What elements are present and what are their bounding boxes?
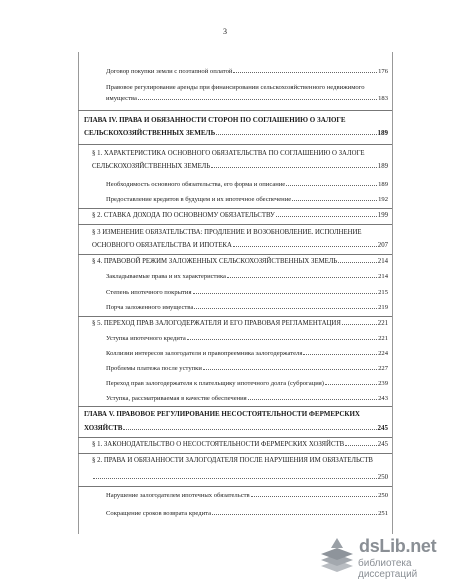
book-stack-icon	[317, 536, 357, 574]
watermark-tagline: библиотека диссертаций	[358, 558, 418, 580]
toc-entry[interactable]	[106, 510, 388, 517]
toc-entry-page: 207	[377, 242, 388, 249]
toc-entry[interactable]	[92, 441, 388, 448]
toc-entry-page: 224	[378, 350, 388, 357]
toc-entry-page: 176	[378, 68, 388, 75]
chapter-title: ГЛАВА IV. ПРАВА И ОБЯЗАННОСТИ СТОРОН ПО СОГЛАШЕНИЮ О ЗАЛОГЕ	[84, 116, 346, 124]
toc-entry-page: 221	[378, 335, 388, 342]
toc-entry[interactable]	[106, 289, 388, 296]
toc-entry-title: Порча заложенного имущества	[106, 304, 194, 311]
divider	[78, 144, 392, 145]
toc-entry[interactable]	[106, 350, 388, 357]
toc-entry[interactable]	[106, 335, 388, 342]
leader-dots	[342, 324, 377, 325]
leader-dots	[276, 216, 377, 217]
right-margin-line	[392, 52, 393, 534]
section-title: § 5. ПЕРЕХОД ПРАВ ЗАЛОГОДЕРЖАТЕЛЯ И ЕГО ПРАВОВАЯ РЕГЛАМЕНТАЦИЯ	[92, 320, 341, 327]
toc-entry-title: Проблемы платежа после уступки	[106, 365, 202, 372]
leader-dots	[286, 185, 377, 186]
divider	[78, 453, 392, 454]
toc-entry[interactable]	[92, 258, 388, 265]
toc-entry[interactable]	[106, 365, 388, 372]
toc-entry-page: 214	[377, 258, 388, 265]
toc-entry-title: Нарушение залогодателем ипотечных обязательств	[106, 492, 250, 499]
toc-entry-title: Закладываемые права и их характеристика	[106, 273, 226, 280]
toc-entry-page: 250	[377, 474, 388, 481]
toc-entry[interactable]	[92, 212, 388, 219]
toc-entry-title-cont: имущества	[106, 95, 137, 102]
toc-entry[interactable]	[84, 129, 388, 137]
leader-dots	[187, 339, 377, 340]
divider	[78, 437, 392, 438]
toc-entry-title: Переход прав залогодержателя к плательщику ипотечного долга (суброгация)	[106, 380, 324, 387]
toc-entry[interactable]	[92, 474, 388, 481]
chapter-title: ГЛАВА V. ПРАВОВОЕ РЕГУЛИРОВАНИЕ НЕСОСТОЯТЕЛЬНОСТИ ФЕРМЕРСКИХ	[84, 410, 360, 418]
section-title: § 3 ИЗМЕНЕНИЕ ОБЯЗАТЕЛЬСТВА: ПРОДЛЕНИЕ И ВОЗОБНОВЛЕНИЕ. ИСПОЛНЕНИЕ	[92, 229, 362, 236]
section-title: § 4. ПРАВОВОЙ РЕЖИМ ЗАЛОЖЕННЫХ СЕЛЬСКОХОЗЯЙСТВЕННЫХ ЗЕМЕЛЬ	[92, 258, 338, 265]
toc-entry-page: 199	[377, 212, 388, 219]
divider	[78, 208, 392, 209]
chapter-title-cont: СЕЛЬСКОХОЗЯЙСТВЕННЫХ ЗЕМЕЛЬ	[84, 129, 216, 137]
page-number: 3	[223, 27, 227, 36]
toc-entry[interactable]	[106, 68, 388, 75]
toc-entry-title: Степень ипотечного покрытия	[106, 289, 192, 296]
leader-dots	[93, 478, 377, 479]
watermark-logo[interactable]	[317, 536, 439, 580]
toc-entry-title: Сокращение сроков возврата кредита	[106, 510, 211, 517]
section-title: § 1. ХАРАКТЕРИСТИКА ОСНОВНОГО ОБЯЗАТЕЛЬСТВА ПО СОГЛАШЕНИЮ О ЗАЛОГЕ	[92, 150, 365, 157]
toc-entry-page: 245	[377, 441, 388, 448]
divider	[78, 254, 392, 255]
leader-dots	[233, 72, 377, 73]
section-title: § 2. СТАВКА ДОХОДА ПО ОСНОВНОМУ ОБЯЗАТЕЛЬСТВУ	[92, 212, 275, 219]
toc-entry-title: Коллизии интересов залогодателя и правопреемника залогодержателя	[106, 350, 303, 357]
toc-entry-title: Правовое регулирование аренды при финансировании сельскохозяйственного недвижимого	[106, 84, 365, 91]
toc-entry[interactable]	[92, 320, 388, 327]
leader-dots	[233, 246, 377, 247]
toc-entry[interactable]	[92, 163, 388, 170]
divider	[78, 486, 392, 487]
chapter-title-cont: ХОЗЯЙСТВ	[84, 424, 123, 432]
toc-entry-page: 183	[378, 95, 388, 102]
toc-entry[interactable]	[106, 95, 388, 102]
toc-entry-page: 219	[378, 304, 388, 311]
section-title: § 2. ПРАВА И ОБЯЗАННОСТИ ЗАЛОГОДАТЕЛЯ ПОСЛЕ НАРУШЕНИЯ ИМ ОБЯЗАТЕЛЬСТВ	[92, 457, 373, 464]
divider	[78, 406, 392, 407]
section-title-cont: ОСНОВНОГО ОБЯЗАТЕЛЬСТВА И ИПОТЕКА	[92, 242, 232, 249]
section-title-cont: СЕЛЬСКОХОЗЯЙСТВЕННЫХ ЗЕМЕЛЬ	[92, 163, 211, 170]
leader-dots	[345, 445, 377, 446]
toc-entry-page: 239	[378, 380, 388, 387]
leader-dots	[194, 308, 377, 309]
leader-dots	[216, 134, 376, 135]
divider	[78, 316, 392, 317]
watermark-brand: dsLib.net	[359, 536, 437, 556]
toc-entry[interactable]	[106, 304, 388, 311]
toc-entry[interactable]	[106, 395, 388, 402]
toc-entry[interactable]	[106, 492, 388, 499]
section-title: § 1. ЗАКОНОДАТЕЛЬСТВО О НЕСОСТОЯТЕЛЬНОСТИ ФЕРМЕРСКИХ ХОЗЯЙСТВ	[92, 441, 345, 448]
leader-dots	[251, 496, 377, 497]
toc-entry[interactable]	[106, 181, 388, 188]
toc-entry-page: 189	[378, 181, 388, 188]
leader-dots	[212, 514, 377, 515]
toc-entry-page: 245	[377, 424, 388, 432]
toc-entry-page: 214	[378, 273, 388, 280]
leader-dots	[138, 99, 377, 100]
leader-dots	[325, 384, 377, 385]
toc-entry-title: Предоставление кредитов в будущем и их ипотечное обеспечение	[106, 196, 292, 203]
leader-dots	[211, 167, 377, 168]
toc-entry[interactable]	[84, 424, 388, 432]
toc-entry-title: Необходимость основного обязательства, его форма и описание	[106, 181, 286, 188]
leader-dots	[303, 354, 377, 355]
left-margin-line	[78, 52, 79, 534]
toc-entry-page: 189	[377, 163, 388, 170]
toc-entry-page: 250	[378, 492, 388, 499]
toc-entry-page: 215	[378, 289, 388, 296]
toc-entry[interactable]	[106, 196, 388, 203]
toc-entry-title: Уступка, рассматриваемая в качестве обеспечения	[106, 395, 247, 402]
divider	[78, 110, 392, 111]
toc-entry-title: Уступка ипотечного кредита	[106, 335, 186, 342]
toc-entry-page: 243	[378, 395, 388, 402]
divider	[78, 224, 392, 225]
leader-dots	[227, 277, 377, 278]
toc-entry-page: 251	[378, 510, 388, 517]
toc-entry-page: 192	[378, 196, 388, 203]
toc-entry-page: 189	[377, 129, 388, 137]
leader-dots	[292, 200, 377, 201]
leader-dots	[193, 293, 378, 294]
leader-dots	[123, 429, 376, 430]
leader-dots	[248, 399, 377, 400]
toc-entry-page: 227	[378, 365, 388, 372]
toc-entry[interactable]	[92, 242, 388, 249]
leader-dots	[338, 262, 377, 263]
leader-dots	[203, 369, 377, 370]
toc-entry-page: 221	[377, 320, 388, 327]
toc-entry[interactable]	[106, 273, 388, 280]
toc-entry-title: Договор покупки земли с поэтапной оплатой	[106, 68, 233, 75]
toc-entry[interactable]	[106, 380, 388, 387]
